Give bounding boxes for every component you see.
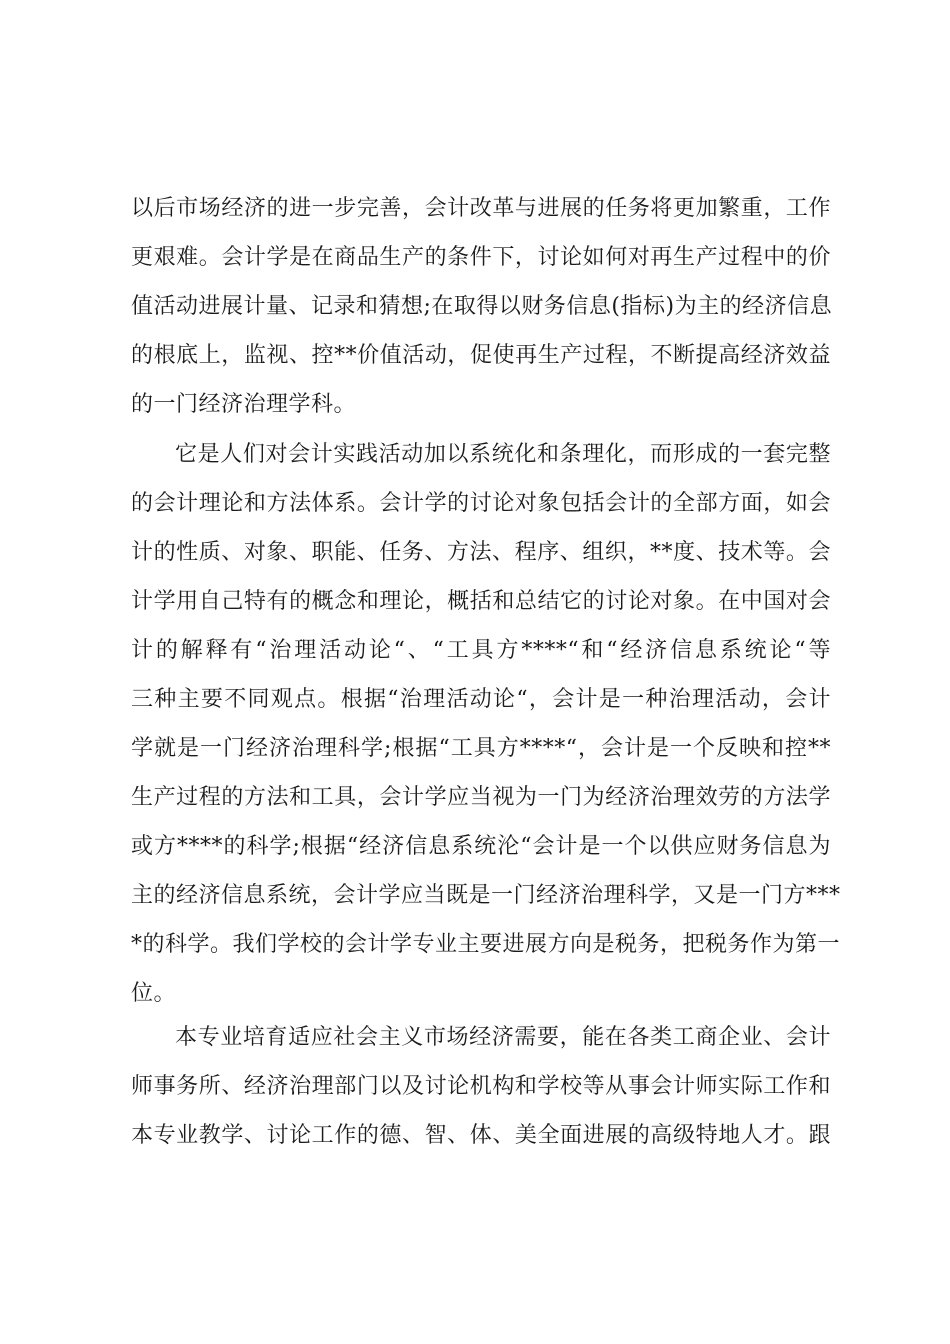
text-line: 学就是一门经济治理科学;根据“工具方****“，会计是一个反映和控** xyxy=(131,736,831,761)
text-line: 主的经济信息系统，会计学应当既是一门经济治理科学，又是一门方*** xyxy=(131,883,841,908)
paragraph-2 xyxy=(131,430,841,1018)
text-line: 以后市场经济的进一步完善，会计改革与进展的任务将更加繁重，工作 xyxy=(131,196,831,221)
text-line: 的一门经济治理学科。 xyxy=(131,392,357,417)
text-line: 师事务所、经济治理部门以及讨论机构和学校等从事会计师实际工作和 xyxy=(131,1074,831,1099)
text-line: 的根底上，监视、控**价值活动，促使再生产过程，不断提高经济效益 xyxy=(131,343,831,368)
paragraph-3 xyxy=(131,1013,831,1160)
text-line: 位。 xyxy=(131,981,177,1006)
paragraph-1 xyxy=(131,184,831,429)
text-line: 本专业教学、讨论工作的德、智、体、美全面进展的高级特地人才。跟 xyxy=(131,1123,831,1148)
text-line: 计的性质、对象、职能、任务、方法、程序、组织，**度、技术等。会 xyxy=(131,540,831,565)
text-line: 生产过程的方法和工具，会计学应当视为一门为经济治理效劳的方法学 xyxy=(131,785,831,810)
text-line: 三种主要不同观点。根据“治理活动论“，会计是一种治理活动，会计 xyxy=(131,687,831,712)
text-line: 计的解释有“治理活动论“、“工具方****“和“经济信息系统论“等 xyxy=(131,638,831,663)
text-line: 的会计理论和方法体系。会计学的讨论对象包括会计的全部方面，如会 xyxy=(131,491,831,516)
text-line: 更艰难。会计学是在商品生产的条件下，讨论如何对再生产过程中的价 xyxy=(131,245,831,270)
text-line: 本专业培育适应社会主义市场经济需要，能在各类工商企业、会计 xyxy=(175,1025,831,1050)
text-line: 计学用自己特有的概念和理论，概括和总结它的讨论对象。在中国对会 xyxy=(131,589,831,614)
text-line: *的科学。我们学校的会计学专业主要进展方向是税务，把税务作为第一 xyxy=(131,932,841,957)
text-line: 或方****的科学;根据“经济信息系统沦“会计是一个以供应财务信息为 xyxy=(131,834,831,859)
text-line: 它是人们对会计实践活动加以系统化和条理化，而形成的一套完整 xyxy=(175,442,831,467)
text-line: 值活动进展计量、记录和猜想;在取得以财务信息(指标)为主的经济信息 xyxy=(131,294,833,319)
